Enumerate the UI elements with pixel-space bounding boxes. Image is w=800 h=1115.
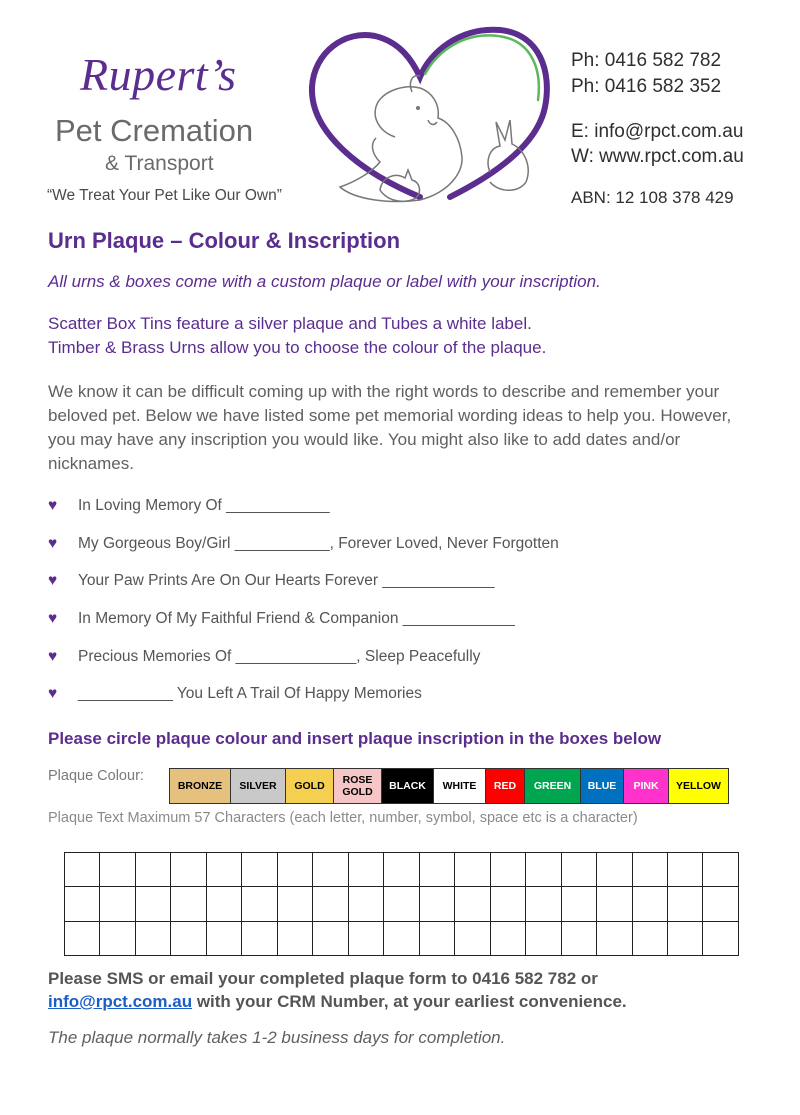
inscription-grid	[64, 852, 739, 956]
character-box[interactable]	[313, 887, 348, 921]
character-box[interactable]	[526, 887, 561, 921]
character-box[interactable]	[490, 921, 525, 955]
character-box[interactable]	[561, 887, 596, 921]
colour-swatch-black[interactable]: BLACK	[382, 769, 434, 803]
max-characters-label: Plaque Text Maximum 57 Characters (each letter, number, symbol, space etc is a character)	[48, 810, 638, 826]
character-box[interactable]	[703, 921, 739, 955]
abn-number: ABN: 12 108 378 429	[571, 188, 734, 207]
heart-bullet-icon: ♥	[48, 685, 58, 702]
phone-number-1[interactable]: Ph: 0416 582 782	[571, 50, 722, 71]
sms-instructions-line2	[48, 992, 627, 1012]
character-box[interactable]	[206, 853, 241, 887]
colour-swatch-blue[interactable]: BLUE	[581, 769, 624, 803]
character-box[interactable]	[100, 921, 135, 955]
character-box[interactable]	[526, 921, 561, 955]
timber-brass-info: Timber & Brass Urns allow you to choose the colour of the plaque.	[48, 338, 547, 357]
character-box[interactable]	[277, 921, 312, 955]
character-box[interactable]	[348, 853, 383, 887]
list-item-text: In Loving Memory Of ____________	[78, 497, 330, 514]
character-box[interactable]	[100, 853, 135, 887]
pets-heart-logo-icon	[300, 22, 555, 222]
colour-swatch-white[interactable]: WHITE	[434, 769, 486, 803]
character-box[interactable]	[171, 921, 206, 955]
character-box[interactable]	[171, 853, 206, 887]
character-box[interactable]	[455, 887, 490, 921]
character-box[interactable]	[419, 853, 454, 887]
character-box[interactable]	[419, 887, 454, 921]
phone-number-2[interactable]: Ph: 0416 582 352	[571, 76, 722, 97]
character-box[interactable]	[348, 921, 383, 955]
brand-subtitle-transport: & Transport	[105, 152, 214, 175]
sms-instructions: Please SMS or email your completed plaque form to 0416 582 782 or	[48, 969, 598, 988]
character-box[interactable]	[100, 887, 135, 921]
character-box[interactable]	[384, 921, 419, 955]
grid-row	[65, 921, 739, 955]
character-box[interactable]	[242, 853, 277, 887]
character-box[interactable]	[632, 887, 667, 921]
character-box[interactable]	[455, 853, 490, 887]
character-box[interactable]	[667, 921, 702, 955]
character-box[interactable]	[277, 853, 312, 887]
brand-subtitle: Pet Cremation	[55, 113, 254, 148]
list-item	[48, 648, 480, 666]
list-item-text: My Gorgeous Boy/Girl ___________, Forever Loved, Never Forgotten	[78, 535, 559, 552]
character-box[interactable]	[135, 887, 170, 921]
character-box[interactable]	[384, 853, 419, 887]
character-box[interactable]	[561, 853, 596, 887]
list-item-text: In Memory Of My Faithful Friend & Companion _____________	[78, 610, 515, 627]
character-box[interactable]	[632, 853, 667, 887]
colour-swatch-silver[interactable]: SILVER	[231, 769, 286, 803]
list-item-text: Your Paw Prints Are On Our Hearts Forever _____________	[78, 572, 495, 589]
character-box[interactable]	[384, 887, 419, 921]
character-box[interactable]	[65, 887, 100, 921]
completion-note: The plaque normally takes 1-2 business days for completion.	[48, 1028, 506, 1047]
grid-row	[65, 887, 739, 921]
colour-swatch-bronze[interactable]: BRONZE	[170, 769, 231, 803]
character-box[interactable]	[490, 887, 525, 921]
character-box[interactable]	[419, 921, 454, 955]
character-box[interactable]	[703, 887, 739, 921]
character-box[interactable]	[206, 921, 241, 955]
plaque-colour-label: Plaque Colour:	[48, 768, 144, 784]
character-box[interactable]	[667, 887, 702, 921]
character-box[interactable]	[135, 853, 170, 887]
character-box[interactable]	[65, 853, 100, 887]
page-title: Urn Plaque – Colour & Inscription	[48, 228, 401, 253]
brand-tagline: “We Treat Your Pet Like Our Own”	[47, 187, 282, 204]
character-box[interactable]	[703, 853, 739, 887]
list-item-text: ___________ You Left A Trail Of Happy Memories	[78, 685, 422, 702]
heart-bullet-icon: ♥	[48, 572, 58, 589]
character-box[interactable]	[171, 887, 206, 921]
character-box[interactable]	[632, 921, 667, 955]
colour-swatch-red[interactable]: RED	[486, 769, 525, 803]
character-box[interactable]	[597, 853, 632, 887]
character-box[interactable]	[561, 921, 596, 955]
list-item-text: Precious Memories Of ______________, Sleep Peacefully	[78, 648, 481, 665]
character-box[interactable]	[313, 921, 348, 955]
section-heading: Please circle plaque colour and insert plaque inscription in the boxes below	[48, 729, 662, 748]
character-box[interactable]	[135, 921, 170, 955]
character-box[interactable]	[65, 921, 100, 955]
email-link[interactable]: info@rpct.com.au	[48, 992, 193, 1011]
character-box[interactable]	[242, 887, 277, 921]
list-item	[48, 610, 515, 628]
colour-swatch-green[interactable]: GREEN	[525, 769, 581, 803]
character-box[interactable]	[242, 921, 277, 955]
colour-swatch-rose-gold[interactable]: ROSE GOLD	[334, 769, 382, 803]
character-box[interactable]	[455, 921, 490, 955]
colour-swatch-gold[interactable]: GOLD	[286, 769, 334, 803]
grid-row	[65, 853, 739, 887]
colour-swatch-pink[interactable]: PINK	[624, 769, 669, 803]
heart-bullet-icon: ♥	[48, 497, 58, 514]
character-box[interactable]	[348, 887, 383, 921]
character-box[interactable]	[313, 853, 348, 887]
character-box[interactable]	[526, 853, 561, 887]
list-item	[48, 685, 422, 703]
intro-text: All urns & boxes come with a custom plaque or label with your inscription.	[48, 272, 601, 291]
inscription-grid-table	[64, 852, 739, 956]
heart-bullet-icon: ♥	[48, 535, 58, 552]
sms-instructions-rest: with your CRM Number, at your earliest convenience.	[192, 992, 627, 1011]
character-box[interactable]	[206, 887, 241, 921]
list-item	[48, 535, 559, 553]
list-item	[48, 497, 330, 515]
character-box[interactable]	[277, 887, 312, 921]
contact-email[interactable]: E: info@rpct.com.au	[571, 121, 744, 142]
contact-website[interactable]: W: www.rpct.com.au	[571, 146, 744, 167]
list-item	[48, 572, 494, 590]
colour-swatch-yellow[interactable]: YELLOW	[669, 769, 728, 803]
wording-ideas-paragraph: We know it can be difficult coming up with the right words to describe and remember your beloved pet. Below we have listed some pet memorial wording ideas to help you. However, you may have any inscription you would like. You might also like to add dates and/or nicknames.	[48, 382, 732, 473]
plaque-colour-options	[169, 768, 729, 804]
character-box[interactable]	[597, 921, 632, 955]
character-box[interactable]	[490, 853, 525, 887]
scatter-box-info: Scatter Box Tins feature a silver plaque and Tubes a white label.	[48, 314, 532, 333]
brand-name: Rupert’s	[80, 49, 237, 100]
character-box[interactable]	[667, 853, 702, 887]
heart-bullet-icon: ♥	[48, 648, 58, 665]
character-box[interactable]	[597, 887, 632, 921]
heart-bullet-icon: ♥	[48, 610, 58, 627]
